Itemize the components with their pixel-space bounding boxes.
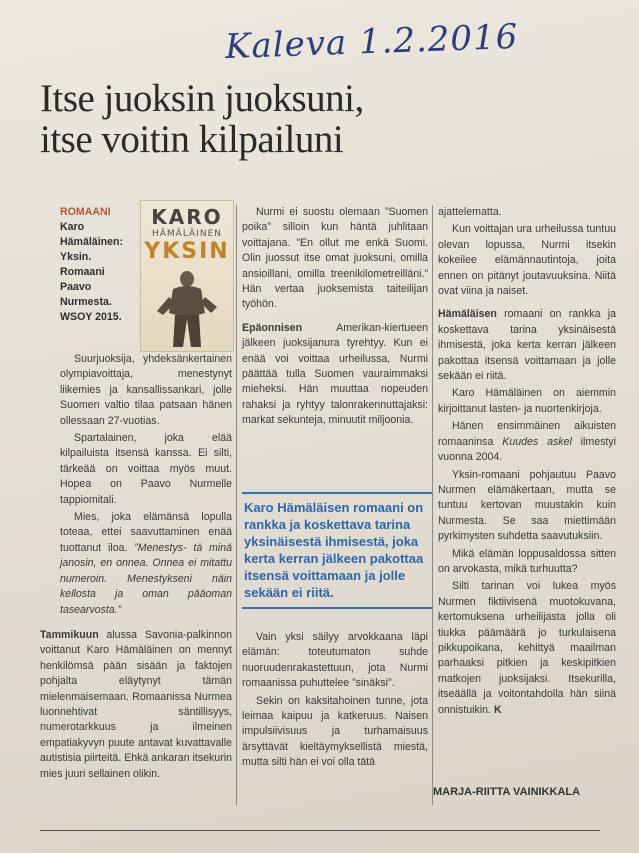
headline-line-1: Itse juoksin juoksuni, — [40, 77, 364, 120]
col2-paragraph-3: Vain yksi säilyy arvokkaana läpi elämän: toteutumaton suhde nuoruudenrakastettuun, jota Nurmi romaanissa puhuttelee ”sinäksi”. — [242, 631, 428, 690]
col2-p2-text: Amerikan-kiertueen jälkeen juoksijanura tyrehtyy. Kun ei enää voi voittaa urheilussa, Nurmi päättää tulla Suomen vauraimmaksi mieheksi. Hän muuttaa nopeuden rahaksi ja ryhtyy talonrakennuttajaksi: markat sekunteja, minuutit miljoonia. — [242, 321, 428, 427]
col3-p5-tail: ilmestyi vuonna 2004. — [438, 435, 616, 464]
col3-paragraph-3 — [438, 307, 616, 384]
genre-kicker: ROMAANI — [60, 206, 111, 218]
col1-p3-text: Mies, joka elämänsä lopulla toteaa, ettei saavuttaminen enää tuottanut iloa. — [60, 511, 232, 554]
handwritten-date-note: Kaleva 1.2.2016 — [224, 16, 519, 68]
cover-author-last: HÄMÄLÄINEN — [151, 229, 223, 239]
column-divider — [432, 205, 433, 805]
cover-author-first: KARO — [151, 205, 223, 229]
col3-paragraph-5 — [438, 419, 616, 465]
col2-p2-lead: Epäonnisen — [242, 321, 303, 334]
headline-line-2: itse voitin kilpailuni — [40, 118, 344, 161]
column-1 — [60, 352, 232, 620]
col2-paragraph-4: Sekin on kaksitahoinen tunne, jota leimaa kaipuu ja katkeruus. Naisen impulsiivisuus ja turhamaisuus ärsyttävät kieltäymyksellistä miestä, mutta silti hän ei voi olla tätä — [242, 694, 428, 769]
col3-paragraph-1: ajattelematta. — [438, 206, 502, 218]
col3-p5-title: Kuudes askel — [502, 435, 572, 448]
column-2 — [242, 205, 428, 431]
column-3 — [438, 205, 616, 720]
col3-p3-text: romaani on rankka ja koskettava tarina yksinäisestä ihmisestä, joka kerta kerran jälkeen pakottaa itsensä voittamaan ja jolle sekään ei riitä. — [438, 308, 616, 383]
article-headline — [40, 78, 600, 160]
col3-paragraph-7: Mikä elämän loppusaldossa sitten on arvokasta, mikä turhuutta? — [438, 547, 616, 575]
col1-p4-text: alussa Savonia-palkinnon voittanut Karo Hämäläinen on mennyt henkilömsä pään sisään ja faktojen pohjalta eläytynyt tämän mielenmaisemaan. Romaanissa Nurmea luonnehtivat säntillisyys, numerotarkkuus ja ilmeinen empatiakyvyn puute antavat kuvattavalle autistisia piirteitä. Ehkä ankaran itsekurin mies juuri sellainen olikin. — [40, 629, 232, 780]
col2-paragraph-1: Nurmi ei suostu olemaan ”Suomen poika” silloin kun häntä juhlitaan voittajana. ”En ollut me enkä Suomi. Olin juossut itse omat juoksuni, omilla ansioillani, omilla treenikilometreilläni.” Hän vertaa juoksemista taiteilijan työhön. — [242, 206, 428, 311]
book-info-text: Karo Hämäläinen: Yksin. Romaani Paavo Nurmesta. WSOY 2015. — [60, 221, 123, 323]
col1-p4-lead: Tammikuun — [40, 629, 99, 641]
end-mark: K — [493, 703, 502, 716]
col3-paragraph-6: Yksin-romaani pohjautuu Paavo Nurmen elämäkertaan, mutta se tuntuu kertovan muustakin kuin Nurmesta. Se saa miettimään pyrkimysten suhdetta saavutuksiin. — [438, 468, 616, 543]
col3-p3-lead: Hämäläisen — [438, 308, 497, 321]
column-1-lower — [40, 628, 232, 784]
pull-quote: Karo Hämäläisen romaani on rankka ja koskettava tarina yksinäisestä ihmisestä, joka kerta kerran jälkeen pakottaa itsensä voittamaan ja jolle sekään ei riitä. — [242, 492, 432, 609]
author-byline: MARJA-RIITTA VAINIKKALA — [433, 786, 581, 798]
col3-p8-text: Silti tarinan voi lukea myös Nurmen fiktiivisenä muotokuvana, kertomuksena urheilijasta jolla oli tiukka päämäärä jo turkulaisena pikkupoikana, kehittyä maailman parhaaksi pitkien ja keskipitkien matkojen juoksijaksi. Itsekurilla, itseäällä ja voitontahdolla hän siinä onnistuikin. — [438, 580, 616, 716]
book-info-box — [60, 205, 138, 325]
col3-paragraph-2: Kun voittajan ura urheilussa tuntuu olevan lopussa, Nurmi itsekin kokeilee elämännautintoja, joita ennen on pitänyt joutavuuksina. Niitä ovat viina ja naiset. — [438, 223, 616, 298]
col3-p5-text: Hänen ensimmäinen aikuisten romaaninsa — [438, 420, 616, 448]
col3-paragraph-8 — [438, 579, 616, 718]
col1-paragraph-2: Spartalainen, joka elää kilpailuista itsensä kanssa. Ei silti, tärkeää on voittaa myös muut. Hopea on Paavo Nurmelle tappiomitali. — [60, 432, 232, 506]
bottom-rule — [40, 830, 600, 831]
col1-paragraph-4 — [40, 628, 232, 782]
col1-p3-quote: ”Menestys- tä minä janosin, en onnea. Onnea ei mitattu numeroin. Menestykseni näin kellosta ja oman pääoman tasearvosta.” — [60, 541, 232, 616]
col2-paragraph-2 — [242, 321, 428, 429]
runner-figure-icon — [151, 267, 223, 347]
column-2-lower — [242, 630, 428, 773]
col1-paragraph-3 — [60, 510, 232, 618]
column-divider — [236, 205, 237, 805]
cover-title: YKSIN — [144, 239, 230, 264]
col1-paragraph-1: Suurjuoksija, yhdeksänkertainen olympiavoittaja, menestynyt liikemies ja kansallissankari, jolle Suomen valtio tilaa patsaan hänen ollessaan 27-vuotias. — [60, 353, 232, 427]
book-cover-image — [140, 200, 234, 352]
col3-paragraph-4: Karo Hämäläinen on aiemmin kirjoittanut lasten- ja nuortenkirjoja. — [438, 387, 616, 415]
